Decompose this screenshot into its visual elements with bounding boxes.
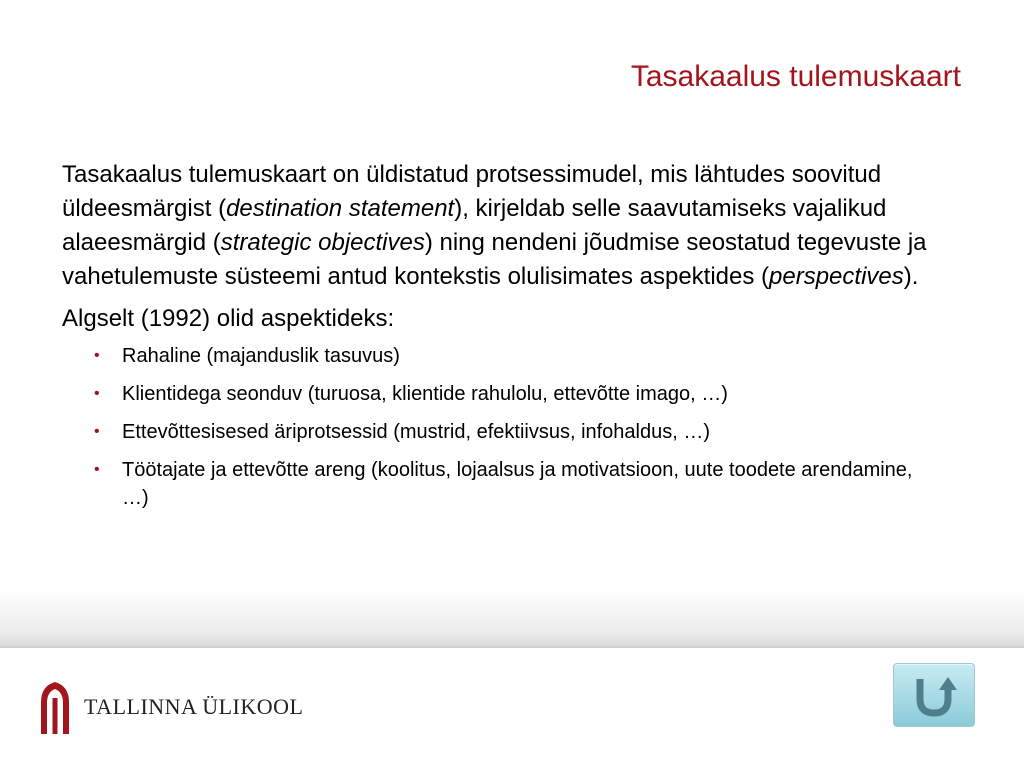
bullet-list [62, 342, 942, 512]
bullet-icon: • [94, 423, 100, 440]
intro-paragraph [62, 158, 942, 294]
logo-text: TALLINNA ÜLIKOOL [84, 694, 304, 719]
subheading: Algselt (1992) olid aspektideks: [62, 305, 395, 332]
slide-title: Tasakaalus tulemuskaart [630, 60, 961, 93]
back-button[interactable] [893, 663, 975, 727]
intro-term-2: strategic objectives [220, 229, 425, 256]
slide-content [62, 158, 942, 522]
bullet-icon: • [94, 461, 100, 478]
arch-logo-icon [38, 680, 72, 734]
footer-divider [0, 646, 1024, 648]
list-item [62, 342, 942, 370]
list-item-text: Klientidega seonduv (turuosa, klientide rahulolu, ettevõtte imago, …) [122, 383, 728, 405]
list-item-text: Ettevõttesisesed äriprotsessid (mustrid, efektiivsus, infohaldus, …) [122, 421, 711, 443]
intro-text-3: ) ning nendeni jõudmise seostatud tegevuste ja vahetulemuste süsteemi antud kontekstis olulisimates aspektides ( [62, 229, 927, 290]
footer-band [0, 588, 1024, 648]
u-turn-arrow-icon [911, 673, 957, 717]
intro-term-1: destination statement [226, 195, 455, 222]
list-item [62, 380, 942, 408]
intro-term-3: perspectives [769, 263, 904, 290]
list-item-text: Töötajate ja ettevõtte areng (koolitus, lojaalsus ja motivatsioon, uute toodete arendamine, …) [122, 459, 913, 509]
list-item [62, 456, 942, 512]
university-logo [38, 680, 303, 734]
intro-text-2: ), kirjeldab selle saavutamiseks vajalikud alaeesmärgid ( [62, 195, 887, 256]
intro-text-4: ). [903, 263, 919, 290]
bullet-icon: • [94, 347, 100, 364]
list-item-text: Rahaline (majanduslik tasuvus) [122, 345, 400, 367]
bullet-icon: • [94, 385, 100, 402]
list-item [62, 418, 942, 446]
intro-text-1: Tasakaalus tulemuskaart on üldistatud protsessimudel, mis lähtudes soovitud üldeesmärgist ( [62, 161, 882, 222]
